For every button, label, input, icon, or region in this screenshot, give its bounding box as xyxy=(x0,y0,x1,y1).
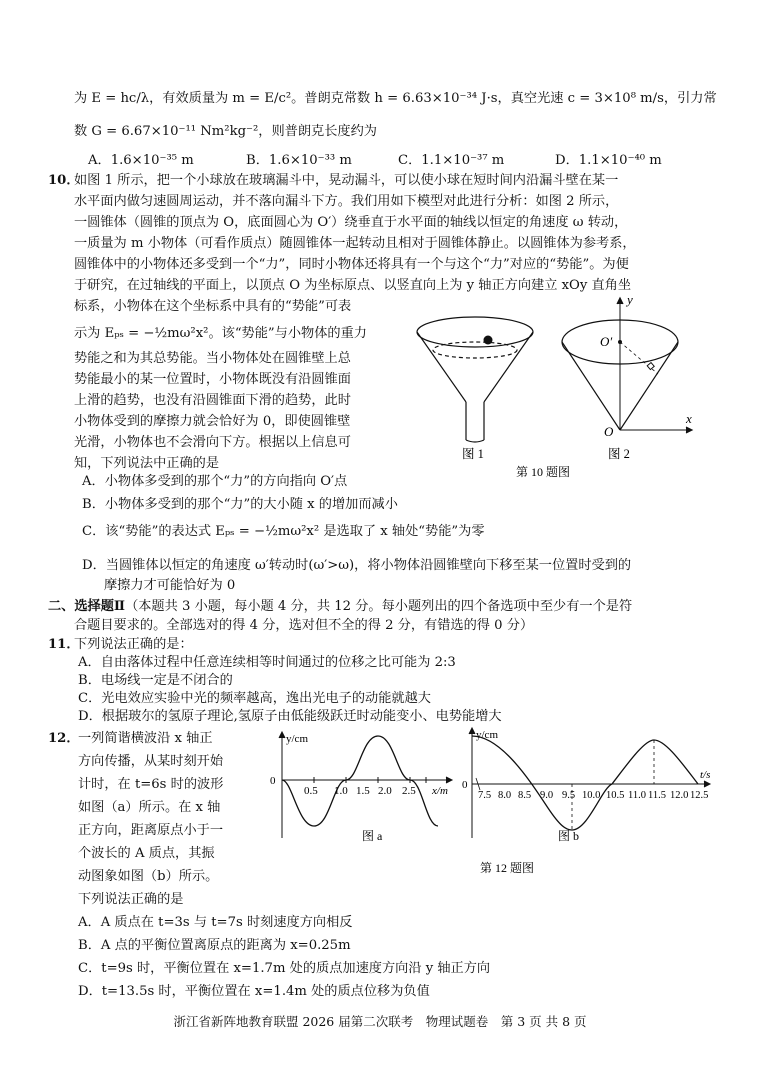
q10-formula-line: 示为 Eₚₛ = −½mω²x²。该“势能”与小物体的重力 xyxy=(74,326,367,341)
q10-line: 如图 1 所示，把一个小球放在玻璃漏斗中，晃动漏斗，可以使小球在短时间内沿漏斗壁在某一 xyxy=(74,173,619,188)
q12-number: 12． xyxy=(48,731,80,746)
q10-line: 水平面内做匀速圆周运动，并不落向漏斗下方。我们用如下模型对此进行分析：如图 2 所示， xyxy=(74,194,619,209)
figb-tick-minor: 11.0 xyxy=(628,790,646,801)
q12-option-c: C．t=9s 时，平衡位置在 x=1.7m 处的质点加速度方向沿 y 轴正方向 xyxy=(78,961,491,976)
figb-tick: 10.5 xyxy=(606,790,625,801)
q11-option-d: D．根据玻尔的氢原子理论,氢原子由低能级跃迁时动能变小、电势能增大 xyxy=(78,709,502,724)
q11-option-c: C．光电效应实验中光的频率越高，逸出光电子的动能就越大 xyxy=(78,691,431,706)
q10-option-b: B．小物体多受到的那个“力”的大小随 x 的增加而减小 xyxy=(82,497,398,512)
figb-origin: 0 xyxy=(462,779,468,791)
q12-option-b: B．A 点的平衡位置离原点的距离为 x=0.25m xyxy=(78,938,351,953)
q12-line: 个波长的 A 质点，其振 xyxy=(78,846,215,861)
figb-tick-minor: 9.0 xyxy=(540,790,554,801)
q12-line: 正方向，距离原点小于一 xyxy=(78,823,224,838)
figb-tick: 7.5 xyxy=(478,790,492,801)
q12-option-a: A．A 质点在 t=3s 与 t=7s 时刻速度方向相反 xyxy=(78,915,353,930)
q9-option-a: A．1.6×10⁻³⁵ m xyxy=(88,153,194,168)
fig2-caption: 图 2 xyxy=(608,447,630,461)
q10-option-d-cont: 摩擦力才可能恰好为 0 xyxy=(104,578,236,593)
q12-line: 计时，在 t=6s 时的波形 xyxy=(78,777,224,792)
q10-line: 于研究，在过轴线的平面上，以顶点 O 为坐标原点、以竖直向上为 y 轴正方向建立 xOy 直角坐 xyxy=(74,278,632,293)
q10-line: 一圆锥体（圆锥的顶点为 O，底面圆心为 O′）绕垂直于水平面的轴线以恒定的角速度 ω 转动， xyxy=(74,215,628,230)
q12-figure-title: 第 12 题图 xyxy=(480,861,535,875)
figa-origin: 0 xyxy=(270,775,276,787)
q11-stem: 下列说法正确的是： xyxy=(74,637,193,652)
q11-option-b: B．电场线一定是不闭合的 xyxy=(78,673,233,688)
figb-tick: 11.5 xyxy=(648,790,666,801)
q10-line: 知，下列说法中正确的是 xyxy=(74,456,220,471)
figb-xlabel: t/s xyxy=(700,769,711,781)
funnel-figure xyxy=(417,317,533,442)
q12-option-d: D．t=13.5s 时，平衡位置在 x=1.4m 处的质点位移为负值 xyxy=(78,984,430,999)
q10-line: 势能之和为其总势能。当小物体处在圆锥壁上总 xyxy=(74,351,351,366)
q9-option-d: D．1.1×10⁻⁴⁰ m xyxy=(555,153,662,168)
q9-line-2: 数 G = 6.67×10⁻¹¹ Nm²kg⁻²，则普朗克长度约为 xyxy=(74,124,377,139)
page-footer: 浙江省新阵地教育联盟 2026 届第二次联考 物理试题卷 第 3 页 共 8 页 xyxy=(173,1014,587,1029)
q11-option-a: A．自由落体过程中任意连续相等时间通过的位移之比可能为 2:3 xyxy=(78,655,456,670)
figa-caption: 图 a xyxy=(362,829,383,843)
figa-tick: 1.0 xyxy=(334,785,348,797)
q10-figure-title: 第 10 题图 xyxy=(516,465,571,479)
q12-figure-b xyxy=(462,726,720,878)
section-2-header xyxy=(48,598,632,616)
fig2-o-prime-label: O′ xyxy=(600,334,613,349)
q10-line: 标系，小物体在这个坐标系中具有的“势能”可表 xyxy=(74,299,352,314)
section-2-title: 二、选择题Ⅱ xyxy=(48,599,126,614)
fig1-caption: 图 1 xyxy=(462,447,484,461)
q10-option-c: C．该“势能”的表达式 Eₚₛ = −½mω²x² 是选取了 x 轴处“势能”为零 xyxy=(82,524,485,539)
figb-tick: 8.5 xyxy=(518,790,532,801)
q12-figure-a xyxy=(262,728,462,848)
figa-tick: 0.5 xyxy=(304,785,318,797)
section-2-line-2: 合题目要求的。全部选对的得 4 分，选对但不全的得 2 分，有错选的得 0 分） xyxy=(74,618,534,633)
q10-line: 一质量为 m 小物体（可看作质点）随圆锥体一起转动且相对于圆锥体静止。以圆锥体为参考系， xyxy=(74,236,636,251)
q10-option-d: D．当圆锥体以恒定的角速度 ω′转动时(ω′>ω)，将小物体沿圆锥壁向下移至某一位置时受到的 xyxy=(82,558,632,573)
q9-line-1: 为 E = hc/λ，有效质量为 m = E/c²。普朗克常数 h = 6.63×10⁻³⁴ J·s，真空光速 c = 3×10⁸ m/s，引力常 xyxy=(74,91,717,106)
q10-line: 上滑的趋势，也没有沿圆锥面下滑的趋势，此时 xyxy=(74,393,351,408)
figb-tick-minor: 10.0 xyxy=(582,790,601,801)
q10-number: 10． xyxy=(48,173,80,188)
small-object xyxy=(647,363,654,370)
section-2-line-1: （本题共 3 小题，每小题 4 分，共 12 分。每小题列出的四个备选项中至少有一个是符 xyxy=(125,599,633,614)
fig2-y-label: y xyxy=(627,292,633,307)
figb-tick-minor: 12.0 xyxy=(670,790,689,801)
q10-figures xyxy=(410,290,720,490)
figb-ylabel: y/cm xyxy=(476,729,498,741)
figa-ylabel: y/cm xyxy=(286,733,308,745)
q10-line: 小物体受到的摩擦力就会恰好为 0，即使圆锥壁 xyxy=(74,414,351,429)
fig2-x-label: x xyxy=(686,411,692,426)
q11-number: 11． xyxy=(48,637,80,652)
figa-tick: 2.0 xyxy=(378,785,392,797)
cone-figure xyxy=(562,298,692,433)
q9-option-c: C．1.1×10⁻³⁷ m xyxy=(398,153,505,168)
q10-line: 光滑，小物体也不会滑向下方。根据以上信息可 xyxy=(74,435,351,450)
q10-line: 圆锥体中的小物体还多受到一个“力”，同时小物体还将具有一个与这个“力”对应的“势能”。为便 xyxy=(74,257,629,272)
q10-line: 势能最小的某一位置时，小物体既没有沿圆锥面 xyxy=(74,372,351,387)
figa-tick: 1.5 xyxy=(356,785,370,797)
figa-tick: 2.5 xyxy=(402,785,416,797)
q12-line: 方向传播，从某时刻开始 xyxy=(78,754,224,769)
q12-line: 动图象如图（b）所示。 xyxy=(78,869,219,884)
figb-tick: 12.5 xyxy=(690,790,709,801)
fig2-origin-label: O xyxy=(604,424,614,439)
cone-base-center-dot xyxy=(618,340,622,344)
figb-caption: 图 b xyxy=(558,829,580,843)
figa-xlabel: x/m xyxy=(432,785,448,797)
ball-in-funnel xyxy=(484,336,493,345)
q12-line: 下列说法正确的是 xyxy=(78,892,184,907)
figb-tick: 9.5 xyxy=(562,790,576,801)
q12-line: 如图（a）所示。在 x 轴 xyxy=(78,800,221,815)
q9-option-b: B．1.6×10⁻³³ m xyxy=(246,153,352,168)
q10-option-a: A．小物体多受到的那个“力”的方向指向 O′点 xyxy=(82,474,348,489)
figb-tick-minor: 8.0 xyxy=(498,790,512,801)
q12-line: 一列简谐横波沿 x 轴正 xyxy=(78,731,213,746)
